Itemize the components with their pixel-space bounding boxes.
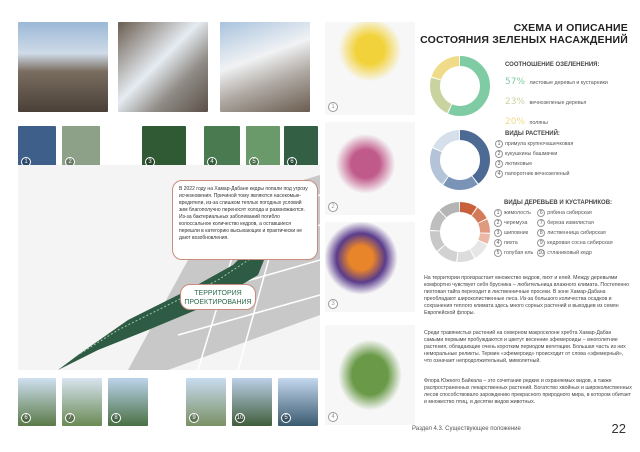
tree-photo: 6 — [284, 126, 318, 170]
map-note: В 2022 году на Хамар-Дабане кедры попали под угрозу исчезновения. Причиной тому являются насекомые-вредители, из-за слишком теплых погодных условий зим благополучно переносят холода и размножаются. Из-за бактериальных заболеваний погибло колоссальное количество кедров, а оставшиеся перешли в категорию высыхающих и практически не дают возобновления. — [172, 180, 318, 260]
tree-photo: 6 — [18, 378, 56, 426]
page-number: 22 — [611, 421, 626, 436]
trees-legend: ВИДЫ ДЕРЕВЬЕВ И КУСТАРНИКОВ: 1 жимолость 2 черемуха 3 шиповник 4 пихта 5 голубая ель 6 рябина сибирская 7 береза извилистая 8 лиственница сибирская 9 кедровая сосна сибирская 10 стланиковый кедр — [494, 200, 613, 258]
tree-photo: 3 — [142, 126, 186, 170]
greening-legend: СООТНОШЕНИЕ ОЗЕЛЕНЕНИЯ: 57% листовые деревья и кустарники 23% вечнозеленые деревья 20% поляны — [505, 62, 608, 127]
tree-photo: 7 — [62, 378, 102, 426]
mountain-photo-1 — [18, 22, 108, 112]
legend-item: 1 примула крупночашечковая — [495, 139, 573, 149]
flower-panel-primula: 1 — [325, 22, 415, 115]
tree-photo: 1 — [18, 126, 56, 170]
plants-donut — [428, 128, 492, 192]
tree-photo: 9 — [186, 378, 226, 426]
tree-photo: 4 — [204, 126, 240, 170]
tree-photo: 5 — [278, 378, 318, 426]
tree-photo: 5 — [246, 126, 280, 170]
tree-photo: 2 — [62, 126, 100, 170]
legend-item: 2 кукушкины башмачки — [495, 149, 573, 159]
paragraph-forest: На территории произрастает множество кедров, пихт и елей. Между деревьями комфортно чувствует себя брусника – любительница влажного климата. Постепенно пихтовая тайга переходит в лиственничные просеки. В зоне Хамар-Дабана преобладают широколиственные леса. Из-за большого количества осадков и сохранения теплого климата здесь много сорных растений и выходцев из семян Европейской флоры. — [424, 275, 630, 316]
paragraph-flora: Флора Южного Байкала – это сочетание редких и охраняемых видов, а также распространенных лекарственных растений. Богатство хвойных и широколиственных лесов способствовало зарождению прекрасного природного мира, в котором обитает и множество птиц, и десятки видов животных. — [424, 378, 632, 405]
page-title: СХЕМА И ОПИСАНИЕ СОСТОЯНИЯ ЗЕЛЕНЫХ НАСАЖДЕНИЙ — [420, 22, 628, 46]
trees-donut — [428, 200, 492, 264]
flower-panel-ranunculus: 3 — [325, 222, 415, 312]
legend-item: 4 папоротник вечнозеленый — [495, 169, 573, 179]
greening-donut — [428, 54, 492, 118]
flower-panel-orchid: 2 — [325, 122, 415, 215]
flower-panel-fern: 4 — [325, 325, 415, 425]
tree-photo: 10 — [232, 378, 272, 426]
paragraph-ephemeroids: Среди травянистых растений на северном макросклоне хребта Хамар-Дабан самыми первыми пробуждаются и цветут весенние эфемероиды – многолетние растения, обладающие очень коротким периодом вегетации. Большая часть из них неморальные реликты. Термин «эфемероид» происходит от слова «эфемерный», что означает непродолжительный, мимолетный. — [424, 330, 626, 364]
mountain-photo-2 — [118, 22, 208, 112]
map-label: ТЕРРИТОРИЯ ПРОЕКТИРОВАНИЯ — [180, 284, 256, 310]
section-label: Раздел 4.3. Существующее положение — [412, 426, 521, 432]
mountain-photo-3 — [220, 22, 310, 112]
legend-item: 3 лютиковые — [495, 159, 573, 169]
tree-photo: 8 — [108, 378, 148, 426]
plants-legend: ВИДЫ РАСТЕНИЙ: 1 примула крупночашечковая 2 кукушкины башмачки 3 лютиковые 4 папоротник вечнозеленый — [495, 131, 573, 179]
